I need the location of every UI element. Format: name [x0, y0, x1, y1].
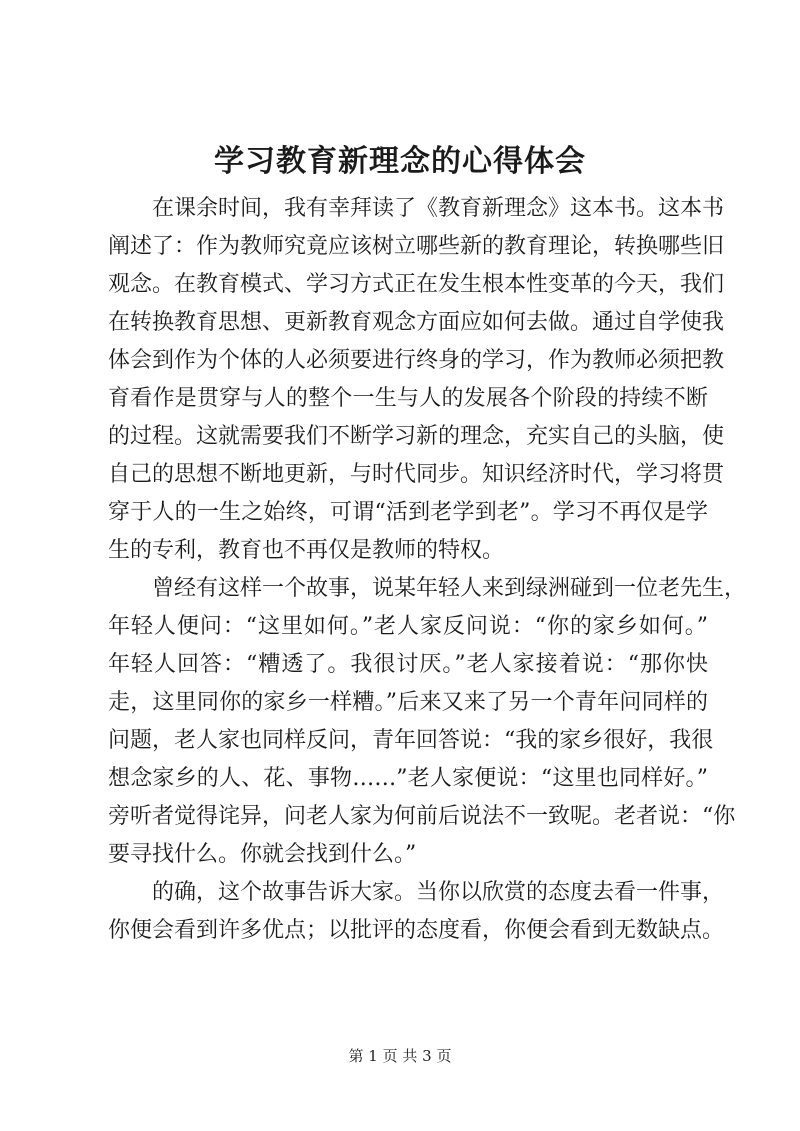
paragraph-line: 生的专利，教育也不再仅是教师的特权。: [108, 538, 505, 563]
paragraph-2: [108, 570, 747, 874]
paragraph-line: 曾经有这样一个故事，说某年轻人来到绿洲碰到一位老先生，: [152, 576, 747, 601]
paragraph-line: 体会到作为个体的人必须要进行终身的学习，作为教师必须把教: [108, 348, 725, 373]
page-footer: 第 1 页 共 3 页: [348, 1047, 452, 1065]
paragraph-line: 的确，这个故事告诉大家。当你以欣赏的态度去看一件事，: [152, 880, 725, 905]
paragraph-line: 走，这里同你的家乡一样糟。”后来又来了另一个青年问同样的: [108, 690, 708, 715]
paragraph-line: 在课余时间，我有幸拜读了《教育新理念》这本书。这本书: [152, 196, 725, 221]
paragraph-line: 的过程。这就需要我们不断学习新的理念，充实自己的头脑，使: [108, 424, 725, 449]
paragraph-line: 在转换教育思想、更新教育观念方面应如何去做。通过自学使我: [108, 310, 725, 335]
document-body: [108, 190, 747, 950]
paragraph-line: 年轻人便问：“这里如何。”老人家反问说：“你的家乡如何。”: [108, 614, 708, 639]
paragraph-3: [108, 874, 725, 950]
paragraph-line: 穿于人的一生之始终，可谓“活到老学到老”。学习不再仅是学: [108, 500, 708, 525]
paragraph-1: [108, 190, 725, 570]
paragraph-line: 观念。在教育模式、学习方式正在发生根本性变革的今天，我们: [108, 272, 725, 297]
paragraph-line: 自己的思想不断地更新，与时代同步。知识经济时代，学习将贯: [108, 462, 725, 487]
paragraph-line: 你便会看到许多优点；以批评的态度看，你便会看到无数缺点。: [108, 918, 725, 943]
paragraph-line: 阐述了：作为教师究竟应该树立哪些新的教育理论，转换哪些旧: [108, 234, 725, 259]
document-title: 学习教育新理念的心得体会: [214, 144, 586, 179]
paragraph-line: 育看作是贯穿与人的整个一生与人的发展各个阶段的持续不断: [108, 386, 708, 411]
paragraph-line: 年轻人回答：“糟透了。我很讨厌。”老人家接着说：“那你快: [108, 652, 708, 677]
paragraph-line: 问题，老人家也同样反问，青年回答说：“我的家乡很好，我很: [108, 728, 714, 753]
paragraph-line: 想念家乡的人、花、事物……”老人家便说：“这里也同样好。”: [108, 766, 708, 791]
paragraph-line: 旁听者觉得诧异，问老人家为何前后说法不一致呢。老者说：“你: [108, 804, 736, 829]
paragraph-line: 要寻找什么。你就会找到什么。”: [108, 842, 417, 867]
